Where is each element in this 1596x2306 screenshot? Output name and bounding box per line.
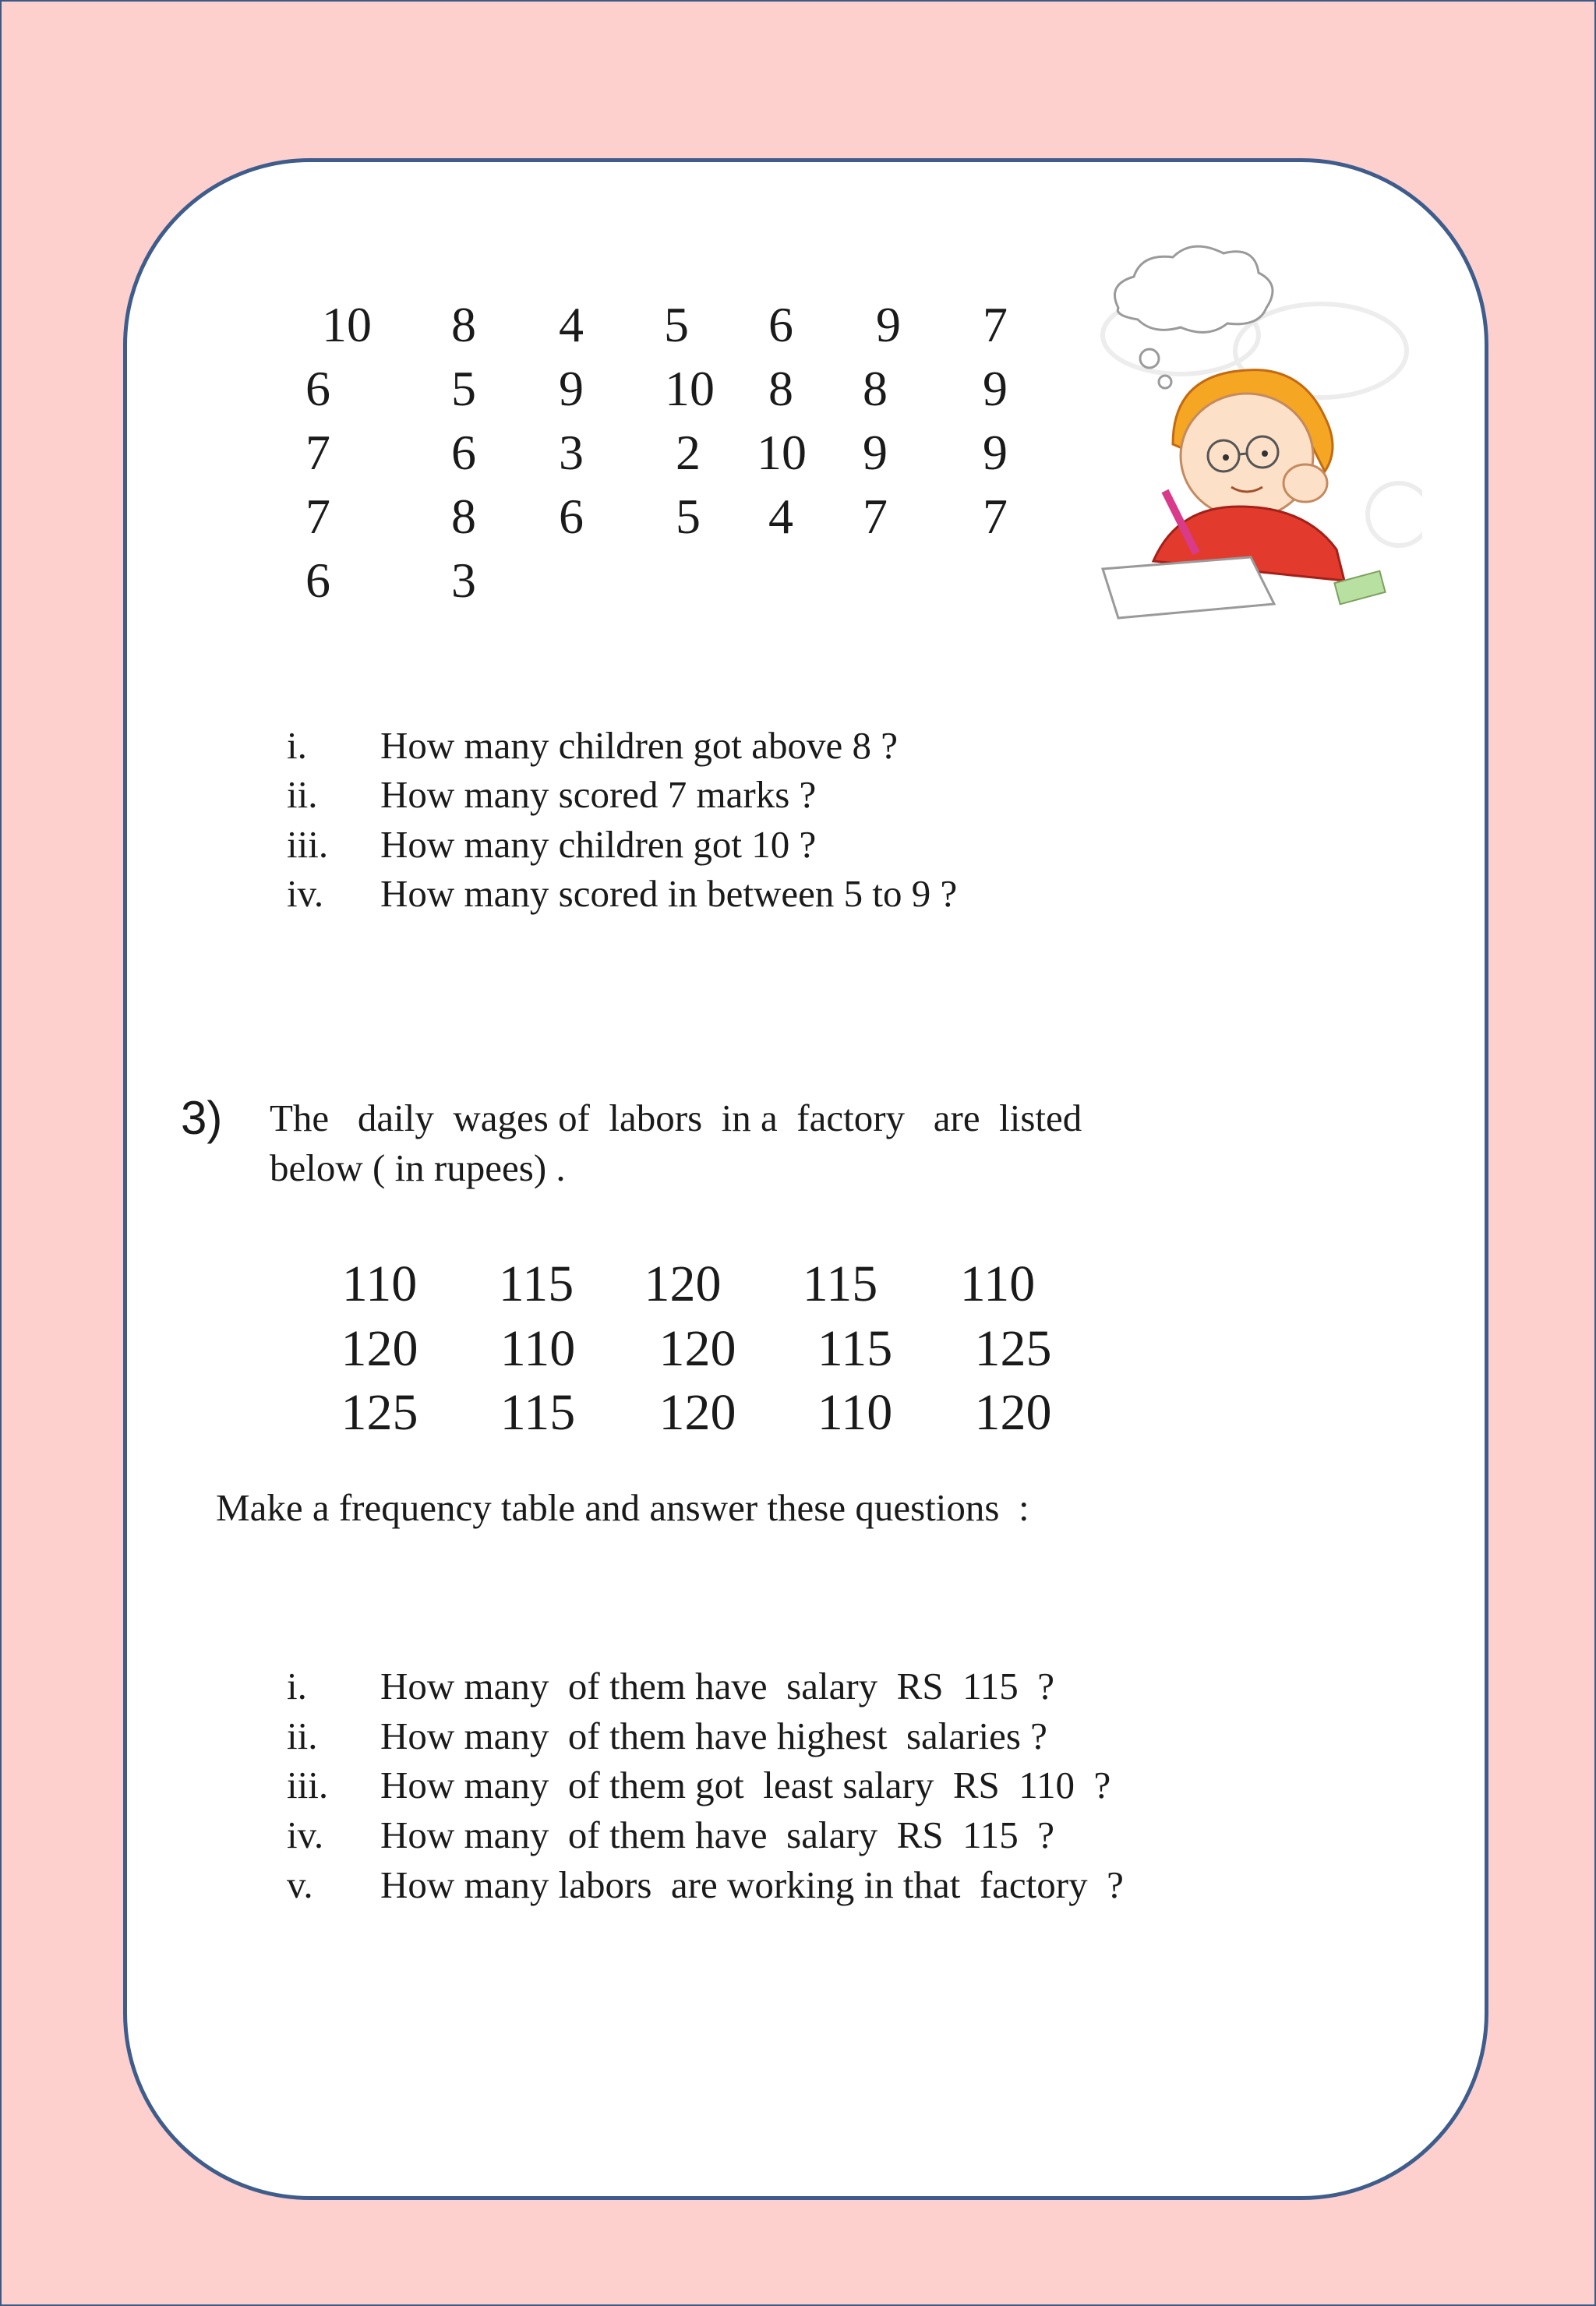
wage-cell: 110 <box>500 1320 576 1377</box>
question-text: How many of them got least salary RS 110 ? <box>380 1764 1111 1806</box>
question-text: How many children got 10 ? <box>380 823 817 866</box>
question-text: How many scored 7 marks ? <box>380 773 817 816</box>
wage-cell: 110 <box>341 1255 418 1312</box>
wage-cell: 125 <box>341 1384 418 1441</box>
wage-cell: 120 <box>341 1320 418 1377</box>
wage-cell: 120 <box>659 1384 736 1441</box>
score-cell: 10 <box>322 297 372 352</box>
score-cell: 5 <box>676 489 701 544</box>
score-cell: 3 <box>559 425 584 480</box>
wage-cell: 115 <box>498 1255 574 1312</box>
instruction-text: Make a frequency table and answer these questions : <box>216 1486 1029 1529</box>
question-number: i. <box>287 724 307 767</box>
score-cell: 5 <box>664 297 689 352</box>
question-number: iv. <box>287 872 324 915</box>
score-cell: 10 <box>665 361 715 416</box>
score-cell: 3 <box>451 553 476 608</box>
score-cell: 9 <box>876 297 901 352</box>
wage-cell: 115 <box>802 1255 878 1312</box>
question-number: ii. <box>287 1714 318 1757</box>
question-number: iii. <box>287 823 329 866</box>
score-cell: 4 <box>559 297 584 352</box>
question-text: How many of them have highest salaries ? <box>380 1714 1047 1757</box>
score-cell: 9 <box>559 361 584 416</box>
question-text: How many of them have salary RS 115 ? <box>380 1813 1055 1856</box>
score-cell: 8 <box>451 297 476 352</box>
problem-statement-line-1: The daily wages of labors in a factory are listed <box>270 1096 1082 1139</box>
score-cell: 7 <box>983 489 1008 544</box>
score-cell: 7 <box>983 297 1008 352</box>
score-cell: 9 <box>863 425 888 480</box>
wage-cell: 110 <box>817 1384 893 1441</box>
question-number: iii. <box>287 1764 329 1806</box>
problem-number: 3) <box>181 1092 223 1144</box>
score-cell: 6 <box>451 425 476 480</box>
score-cell: 7 <box>305 425 330 480</box>
question-number: v. <box>287 1863 313 1906</box>
score-cell: 9 <box>983 361 1008 416</box>
wage-cell: 115 <box>817 1320 893 1377</box>
score-cell: 4 <box>768 489 793 544</box>
question-text: How many of them have salary RS 115 ? <box>380 1665 1055 1707</box>
score-cell: 10 <box>757 425 807 480</box>
score-cell: 7 <box>305 489 330 544</box>
score-cell: 6 <box>559 489 584 544</box>
score-cell: 9 <box>983 425 1008 480</box>
wage-cell: 125 <box>974 1320 1052 1377</box>
question-text: How many labors are working in that factory ? <box>380 1863 1124 1906</box>
wage-cell: 120 <box>659 1320 736 1377</box>
score-cell: 6 <box>305 361 330 416</box>
score-cell: 6 <box>305 553 330 608</box>
wage-cell: 115 <box>500 1384 576 1441</box>
score-cell: 2 <box>676 425 701 480</box>
question-number: i. <box>287 1665 307 1707</box>
question-number: ii. <box>287 773 318 816</box>
wage-cell: 120 <box>644 1255 722 1312</box>
score-cell: 7 <box>863 489 888 544</box>
wage-cell: 110 <box>959 1255 1036 1312</box>
score-cell: 6 <box>768 297 793 352</box>
question-number: iv. <box>287 1813 324 1856</box>
problem-statement-line-2: below ( in rupees) . <box>270 1146 566 1189</box>
score-cell: 8 <box>863 361 888 416</box>
boy-thinking-illustration <box>1087 234 1422 623</box>
wage-cell: 120 <box>974 1384 1052 1441</box>
score-cell: 5 <box>451 361 476 416</box>
score-cell: 8 <box>768 361 793 416</box>
question-text: How many scored in between 5 to 9 ? <box>380 872 958 915</box>
score-cell: 8 <box>451 489 476 544</box>
question-text: How many children got above 8 ? <box>380 724 899 767</box>
